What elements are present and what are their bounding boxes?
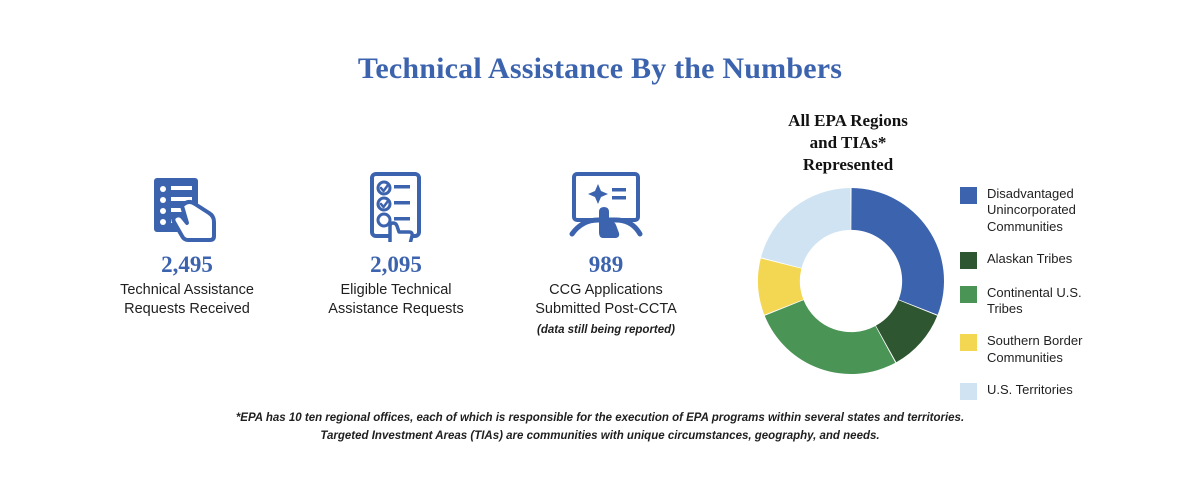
stat-footnote: (data still being reported) — [536, 323, 675, 336]
legend-item[interactable] — [960, 186, 1180, 235]
donut-chart — [756, 186, 946, 376]
footnote-line-1: *EPA has 10 ten regional offices, each of which is responsible for the execution of EPA programs within several states and territories. — [235, 412, 965, 424]
legend-swatch — [960, 252, 977, 269]
legend-item[interactable] — [960, 382, 1180, 400]
stat-label-line-1: CCG Applications — [549, 282, 663, 298]
hand-click-screen-icon — [491, 168, 721, 242]
hand-document-icon — [72, 168, 302, 242]
stat-label-line-2: Assistance Requests — [328, 301, 464, 318]
legend-swatch — [960, 286, 977, 303]
chart-legend — [960, 186, 1180, 416]
donut-slice[interactable] — [765, 300, 896, 374]
stat-value: 2,495 — [161, 252, 213, 277]
legend-swatch — [960, 383, 977, 400]
donut-slice[interactable] — [761, 188, 851, 268]
stat-label-line-2: Requests Received — [124, 301, 250, 318]
legend-item[interactable] — [960, 285, 1180, 318]
donut-title-line-3: Represented — [802, 154, 894, 174]
page-title: Technical Assistance By the Numbers — [357, 52, 843, 85]
stat-label-line-1: Technical Assistance — [120, 282, 254, 298]
legend-label: Disadvantaged Unincorporated Communities — [987, 186, 1076, 234]
legend-label: U.S. Territories — [987, 381, 1073, 397]
footnote — [0, 410, 1200, 446]
donut-title-line-2: and TIAs* — [809, 132, 887, 152]
checklist-thumbsup-icon — [281, 168, 511, 242]
legend-label: Alaskan Tribes — [987, 250, 1073, 266]
stat-value: 989 — [588, 252, 624, 277]
legend-item[interactable] — [960, 333, 1180, 366]
donut-chart-title — [748, 110, 948, 175]
stat-label-line-2: Submitted Post-CCTA — [535, 301, 677, 318]
stat-label-line-1: Eligible Technical — [340, 282, 452, 298]
stat-block-ccg-applications — [491, 168, 721, 336]
stat-block-eligible-requests — [281, 168, 511, 320]
footnote-line-2: Targeted Investment Areas (TIAs) are communities with unique circumstances, geography, and needs. — [320, 429, 880, 442]
donut-slice[interactable] — [851, 188, 944, 315]
legend-item[interactable] — [960, 251, 1180, 269]
legend-label: Continental U.S. Tribes — [987, 284, 1082, 316]
donut-title-line-1: All EPA Regions — [788, 111, 908, 130]
legend-label: Southern Border Communities — [987, 333, 1083, 365]
stat-block-technical-assistance-requests — [72, 168, 302, 320]
legend-swatch — [960, 187, 977, 204]
legend-swatch — [960, 334, 977, 351]
stat-value: 2,095 — [370, 252, 422, 277]
